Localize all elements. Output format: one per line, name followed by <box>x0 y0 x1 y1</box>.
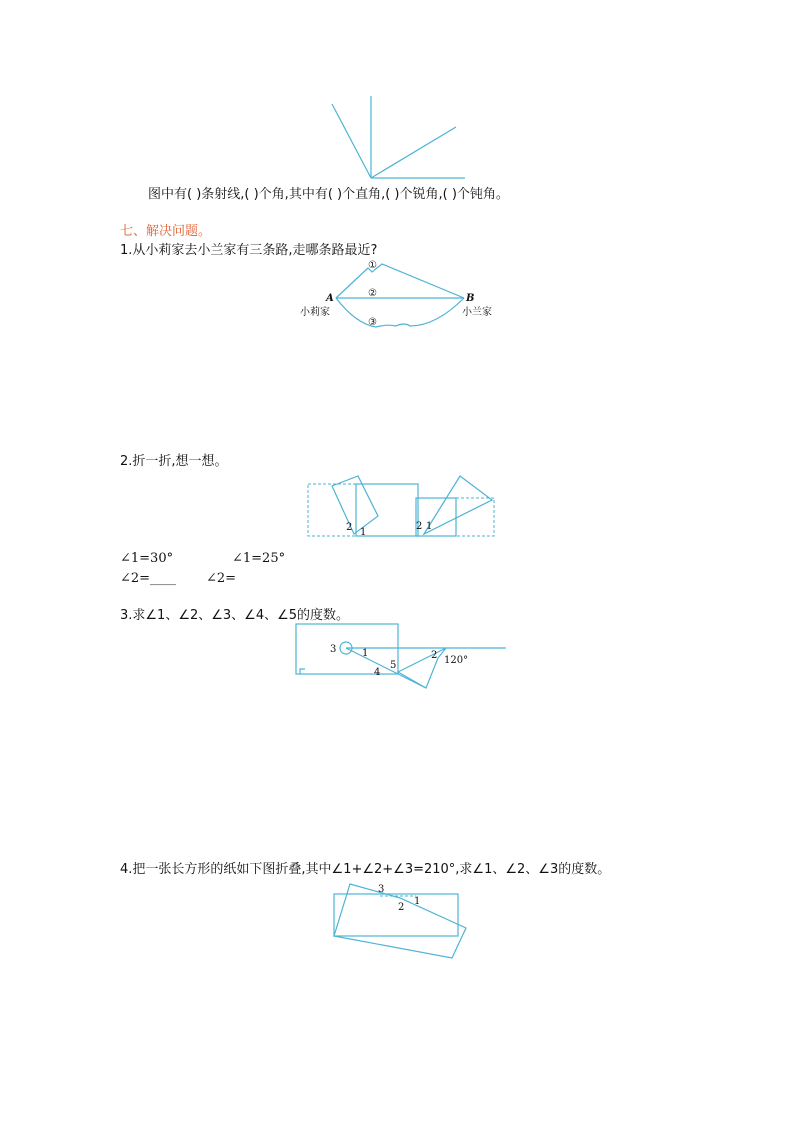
problem-1-text: 1.从小莉家去小兰家有三条路,走哪条路最近? <box>120 243 378 258</box>
problem-4-text: 4.把一张长方形的纸如下图折叠,其中∠1+∠2+∠3=210°,求∠1、∠2、∠3的度数。 <box>120 862 611 877</box>
angles-label-4: 4 <box>374 667 381 678</box>
angles-label-2: 2 <box>431 650 438 661</box>
angles-label-120: 120° <box>444 655 469 666</box>
fold-label-2: 2 <box>398 902 405 913</box>
routes-figure <box>296 252 506 334</box>
route-1-label: ① <box>368 260 377 271</box>
fold-left-answer: ∠2=____ <box>120 571 177 586</box>
ray-left <box>332 104 371 178</box>
angles-flap <box>398 648 446 688</box>
fold-label-3: 3 <box>378 884 385 895</box>
fold-right-angle-2: 2 <box>416 521 423 532</box>
fold-left-angle-2: 2 <box>346 522 353 533</box>
angles-label-5: 5 <box>390 660 397 671</box>
angles-label-1: 1 <box>362 648 369 659</box>
angles-figure <box>290 620 510 692</box>
angles-small-corner <box>300 669 305 674</box>
fold-label-1: 1 <box>414 896 421 907</box>
route-2-label: ② <box>368 288 377 299</box>
home-a-label: 小莉家 <box>300 307 330 318</box>
section-title: 七、解决问题。 <box>120 224 212 239</box>
ray-upper-right <box>371 127 456 178</box>
point-a-label: A <box>326 293 334 304</box>
fold-left-angle-1: 1 <box>360 527 367 538</box>
home-b-label: 小兰家 <box>462 307 492 318</box>
paper-folded-part <box>334 884 466 958</box>
angles-ray-1 <box>346 648 426 688</box>
fold-right-answer: ∠2= <box>206 571 237 586</box>
fold-left-given: ∠1=30° <box>120 551 174 566</box>
rays-figure <box>320 90 470 185</box>
fold-rectangle-figure <box>330 880 470 960</box>
rays-question: 图中有( )条射线,( )个角,其中有( )个直角,( )个锐角,( )个钝角。 <box>148 187 509 202</box>
fold-figure-left <box>306 472 421 540</box>
fold-left-flap <box>332 476 378 534</box>
angles-label-3: 3 <box>330 644 337 655</box>
fold-figure-right <box>414 472 496 540</box>
fold-right-angle-1: 1 <box>426 521 433 532</box>
fold-right-given: ∠1=25° <box>232 551 286 566</box>
point-b-label: B <box>466 293 475 304</box>
route-3-path <box>336 298 464 327</box>
fold-right-flap <box>424 476 492 534</box>
route-1-path <box>336 264 464 298</box>
paper-rectangle <box>334 894 458 936</box>
route-3-label: ③ <box>368 317 377 328</box>
problem-2-text: 2.折一折,想一想。 <box>120 454 228 469</box>
problem-3-text: 3.求∠1、∠2、∠3、∠4、∠5的度数。 <box>120 608 350 623</box>
